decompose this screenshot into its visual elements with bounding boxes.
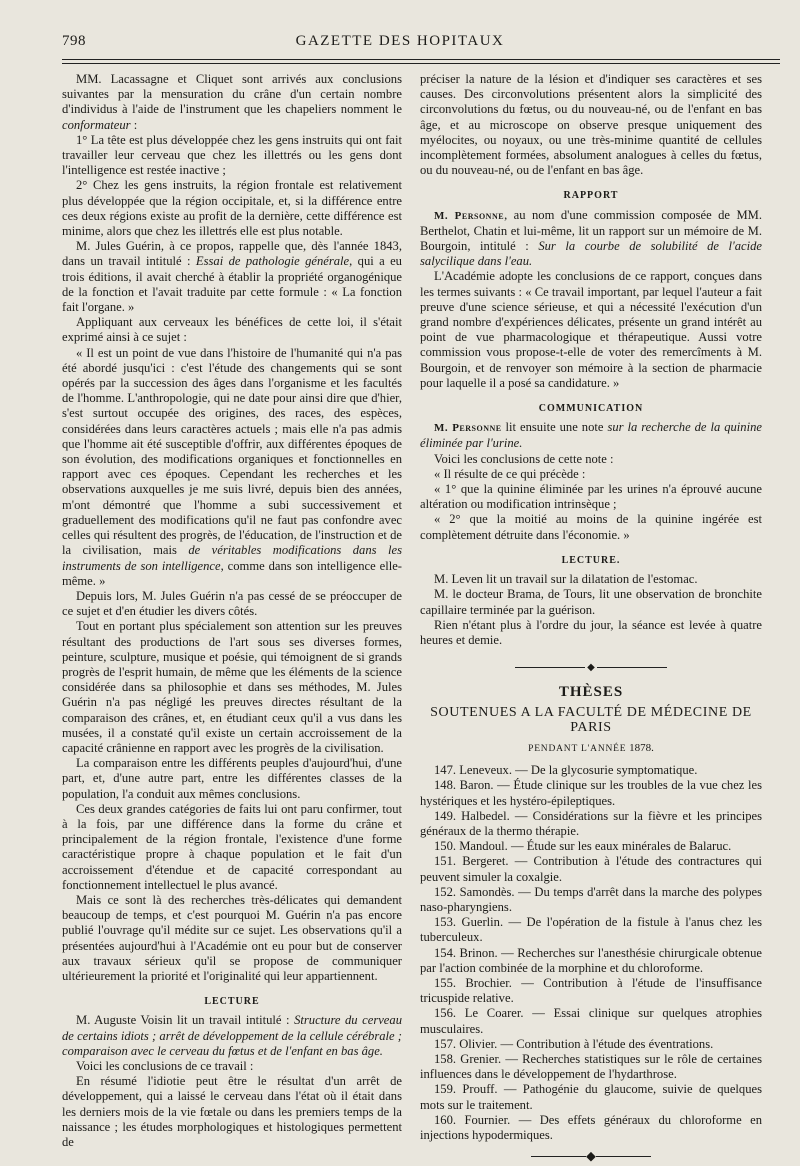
paragraph: M. le docteur Brama, de Tours, lit une observation de bronchite capillaire terminée par la guérison.: [420, 587, 762, 617]
text: , au nom d'une commission composée de MM. Berthelot, Chatin et lui-même, lit un rapport sur un mémoire de M. Bourgoin, intitulé :: [420, 207, 763, 254]
separator-line: [531, 1156, 586, 1157]
paragraph: Mais ce sont là des recherches très-délicates qui demandent beaucoup de temps, et c'est pourquoi M. Guérin n'a pas encore publié l'ouvrage qu'il médite sur ce sujet. Les observations qu'il a présentées aujourd'hui à l'Académie ont eu pour but de conserver aux travaux sérieux qu'il se propose de communiquer ultérieurement la priorité et l'originalité qui leur appartiennent.: [62, 892, 402, 983]
page-number: 798: [62, 33, 86, 49]
paragraph: Tout en portant plus spécialement son attention sur les preuves résultant des productions de l'art sous ses diverses formes, peinture, sculpture, musique et poésie, qui témoignent de si grands progrès de l'esprit humain, de même que les éléments de la science considérée dans sa philosophie et dans ses méthodes, M. Jules Guérin n'a pas négligé les preuves directes résultant de la comparaison des crânes, et, en étudiant ceux qu'il a vus dans les musées, il a constaté qu'il existe un certain accroissement de la capacité crânienne en rapport avec les progrès de la civilisation.: [62, 619, 402, 755]
thesis-item: 153. Guerlin. — De l'opération de la fistule à l'anus chez les tuberculeux.: [420, 915, 762, 945]
text: MM. Lacassagne et Cliquet sont arrivés aux conclusions suivantes par la mensuration du crâne d'un certain nombre d'individus à l'aide de l'instrument que les chapeliers nomment le: [62, 72, 402, 117]
paragraph: 2° Chez les gens instruits, la région frontale est relativement plus développée que la région occipitale, et, si la différence entre ces deux régions existe au profit de la dernière, cette différence est minime, alors que chez les illettrés elle est plus notable.: [62, 178, 402, 239]
paragraph: [62, 346, 402, 589]
italic-text: Sur la courbe de solubilité de l'acide salycilique dans l'eau.: [420, 239, 762, 269]
paragraph: [420, 208, 762, 270]
section-separator: [420, 660, 762, 675]
right-column: [420, 72, 762, 1164]
separator-line: [597, 667, 667, 668]
separator-line: [596, 1156, 651, 1157]
paragraph: 1° La tête est plus développée chez les gens instruits qui ont fait travailler leur cerveau que chez les illettrés ou les gens dont l'intelligence est restée inactive ;: [62, 132, 402, 178]
italic-text: sur la recherche de la quinine éliminée par l'urine.: [420, 420, 762, 451]
theses-list: [420, 763, 762, 1143]
italic-text: Essai de pathologie générale: [195, 254, 350, 269]
paragraph: En résumé l'idiotie peut être le résultat d'un arrêt de développement, qui a laissé le cerveau dans l'état où il était dans les derniers mois de la vie fœtale ou dans les premiers temps de la naissance ; les études morphologiques et histologiques permettent de: [62, 1074, 402, 1150]
year: 1878.: [629, 741, 654, 754]
paragraph: [420, 420, 762, 451]
page-header: [0, 33, 800, 55]
section-heading-rapport: RAPPORT: [563, 190, 619, 202]
thesis-item: 154. Brinon. — Recherches sur l'anesthésie chirurgicale obtenue par l'action combinée de la morphine et du chloroforme.: [420, 945, 762, 975]
theses-subtitle: SOUTENUES A LA FACULTÉ DE MÉDECINE DE PARIS: [430, 704, 752, 735]
text: M. Auguste Voisin lit un travail intitulé :: [76, 1013, 290, 1028]
text: lit ensuite une note: [501, 420, 604, 435]
paragraph: [62, 1013, 402, 1059]
thesis-item: 157. Olivier. — Contribution à l'étude des éventrations.: [434, 1036, 714, 1051]
paragraph: « 1° que la quinine éliminée par les urines n'a éprouvé aucune altération ou modification intrinsèque ;: [420, 482, 762, 512]
thesis-item: 155. Brochier. — Contribution à l'étude de l'insuffisance tricuspide relative.: [420, 975, 762, 1006]
italic-text: Structure du cerveau de certains idiots ; arrêt de développement de la cellule cérébrale ; comparaison avec le cerveau du fœtus et de l'enfant en bas âge.: [62, 1013, 402, 1058]
thesis-item: 151. Bergeret. — Contribution à l'étude des contractures qui peuvent simuler la coxalgie.: [420, 854, 762, 884]
diamond-ornament-icon: ◆: [586, 1149, 596, 1164]
paragraph: La comparaison entre les différents peuples d'aujourd'hui, d'une part, et, d'une autre part, entre les différentes classes de la population, l'a conduit aux mêmes conclusions.: [62, 756, 402, 801]
text: :: [130, 117, 138, 132]
left-column: [62, 72, 402, 1150]
speaker-name: M. Personne: [434, 209, 505, 222]
text: , comme dans son intelligence elle-même. »: [62, 558, 402, 588]
separator-line: [515, 667, 585, 668]
thesis-item: 148. Baron. — Étude clinique sur les troubles de la vue chez les hystériques et les hystéro-épileptiques.: [420, 778, 762, 808]
paragraph: Voici les conclusions de ce travail :: [76, 1059, 254, 1073]
italic-text: de véritables modifications dans les instruments de son intelligence: [62, 543, 402, 573]
thesis-item: 160. Fournier. — Des effets généraux du chloroforme en injections hypodermiques.: [420, 1112, 762, 1142]
header-rule-thick: [62, 59, 780, 60]
header-rule-thin: [62, 63, 780, 64]
year-prefix: PENDANT L'ANNÉE: [528, 743, 627, 754]
thesis-item: 149. Halbedel. — Considérations sur la fièvre et les principes généraux de la thermo thérapie.: [420, 808, 762, 838]
paragraph: Voici les conclusions de cette note :: [434, 451, 614, 466]
speaker-name: M. Personne: [434, 422, 502, 435]
section-heading-lecture: LECTURE: [204, 996, 260, 1008]
text: , qui a eu trois éditions, il avait cherché à établir la propriété organogénique de la fonction et l'avait traduite par cette formule : « La fonction fait l'organe. »: [62, 254, 402, 315]
paragraph: « Il résulte de ce qui précède :: [434, 466, 586, 481]
paragraph: préciser la nature de la lésion et d'indiquer ses caractères et ses causes. Des circonvolutions présentent alors la simplicité des circonvolutions du fœtus, ou du nouveau-né, ou de l'enfant en bas âge, et au microscope on observe presque uniquement des myélocites, ou noyaux, ou une très-minime quantité de cellules incomplètement formées, absolument analogues à celles du fœtus, ou du nouveau-né, ou de l'enfant en bas âge.: [420, 72, 762, 178]
text: « Il est un point de vue dans l'histoire de l'humanité qui n'a pas été abordé jusqu'ici : c'est l'étude des changements qui se sont opérés par la succession des âges dans l'organisme et les facultés de l'homme. L'anthropologie, qui ne date pour ainsi dire que d'hier, s'est surtout occupée des origines, des races, des espèces, considérées dans leurs caractères actuels ; mais elle n'a pas admis que l'homme ait été susceptible d'offrir, aux différentes époques de son évolution, des modifications organiques et fonctionnelles en rapport avec ces époques. Cependant les recherches et les observations auxquelles je me suis livré, depuis bien des années, m'ont démontré que l'homme a subi successivement et graduellement des modifications qu'il ne faut pas confondre avec celles qui résultent des progrès, de l'éducation, de l'instruction et de la civilisation, mais: [62, 345, 402, 558]
italic-text: conformateur: [62, 117, 131, 132]
paragraph: Ces deux grandes catégories de faits lui ont paru confirmer, tout à la fois, par une différence dans la forme du crâne et principalement de la région frontale, l'existence d'une forme caractéristique propre à chaque population et le fait d'un accroissement d'étendue et de capacité correspondant au fonctionnement intellectuel le plus avancé.: [62, 801, 402, 892]
thesis-item: 159. Prouff. — Pathogénie du glaucome, suivie de quelques mots sur le traitement.: [420, 1082, 762, 1112]
paragraph: Appliquant aux cerveaux les bénéfices de cette loi, il s'était exprimé ainsi à ce sujet :: [62, 315, 402, 345]
diamond-ornament-icon: ◆: [587, 662, 595, 674]
theses-title: THÈSES: [558, 684, 624, 701]
paragraph: Depuis lors, M. Jules Guérin n'a pas cessé de se préoccuper de ce sujet et d'en étudier les divers côtés.: [62, 588, 402, 619]
paragraph: [62, 72, 402, 133]
thesis-item: 150. Mandoul. — Étude sur les eaux minérales de Balaruc.: [434, 839, 732, 854]
thesis-item: 156. Le Coarer. — Essai clinique sur quelques atrophies musculaires.: [420, 1006, 762, 1036]
thesis-item: 147. Leneveux. — De la glycosurie symptomatique.: [434, 763, 698, 778]
paragraph: M. Leven lit un travail sur la dilatation de l'estomac.: [434, 572, 698, 587]
paragraph: L'Académie adopte les conclusions de ce rapport, conçues dans les termes suivants : « Ce travail important, par lequel l'auteur a fait preuve d'une science sérieuse, et qui a nécessité l'exécution d'un grand nombre d'expériences délicates, présente un grand intérêt au point de vue pharmacologique et thérapeutique. Aussi votre commission vous propose-t-elle de voter des remercîments à M. Bourgoin, et de renvoyer son mémoire à la section de pharmacie pour laquelle il a posé sa candidature. »: [420, 269, 762, 390]
section-heading-lecture: LECTURE.: [561, 554, 621, 566]
section-heading-communication: COMMUNICATION: [538, 403, 644, 415]
paragraph: « 2° que la moitié au moins de la quinine ingérée est complètement détruite dans l'économie. »: [420, 512, 762, 542]
thesis-item: 158. Grenier. — Recherches statistiques sur le rôle de certaines influences dans le développement de l'hydarthrose.: [420, 1051, 762, 1082]
text: M. Jules Guérin, à ce propos, rappelle que, dès l'année 1843, dans un travail intitulé :: [62, 239, 402, 269]
paragraph: Rien n'étant plus à l'ordre du jour, la séance est levée à quatre heures et demie.: [420, 617, 762, 647]
theses-year-line: [420, 741, 762, 757]
thesis-item: 152. Samondès. — Du temps d'arrêt dans la marche des polypes naso-pharyngiens.: [420, 884, 762, 914]
journal-title: GAZETTE DES HOPITAUX: [295, 33, 505, 49]
paragraph: [62, 239, 402, 315]
end-separator: [420, 1149, 762, 1164]
